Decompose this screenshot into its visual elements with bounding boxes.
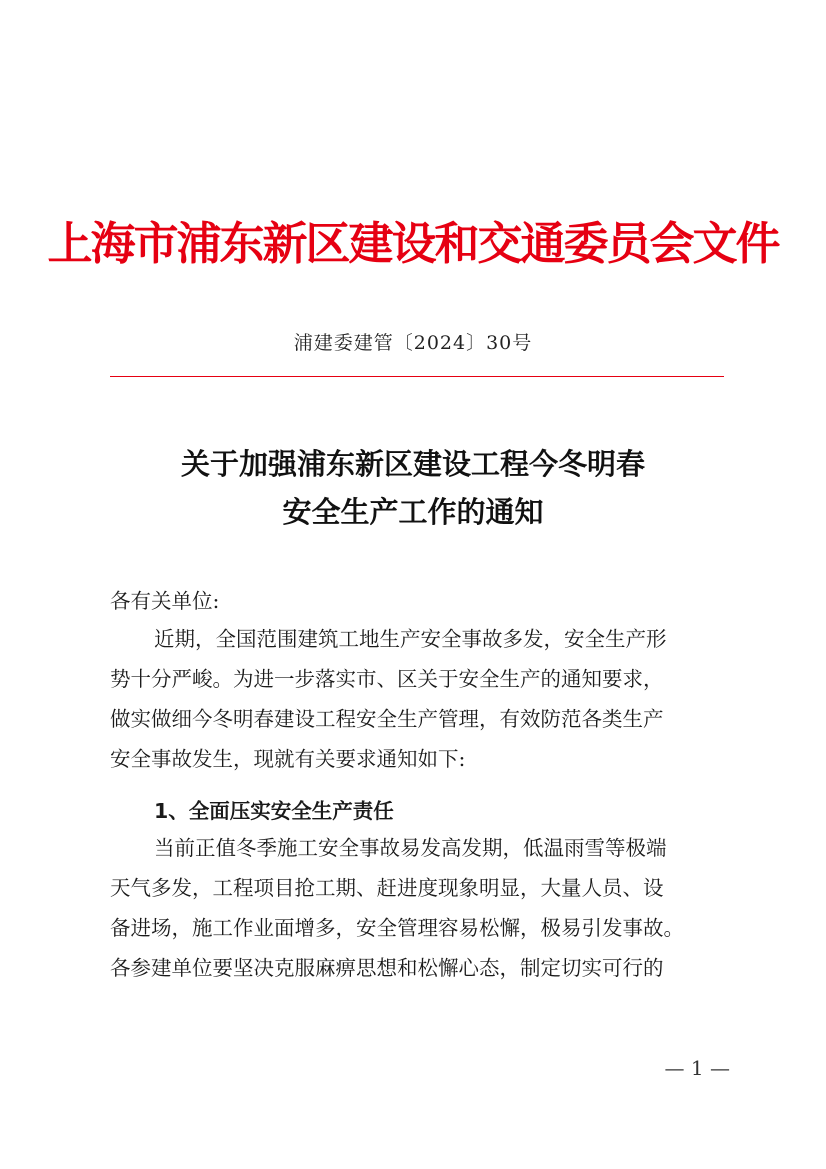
paragraph-line: 近期，全国范围建筑工地生产安全事故多发，安全生产形 [154, 627, 667, 651]
document-number: 浦建委建管〔2024〕30号 [293, 332, 533, 354]
red-divider-line [110, 376, 724, 377]
notice-title [0, 440, 826, 536]
paragraph-line: 备进场，施工作业面增多，安全管理容易松懈，极易引发事故。 [110, 916, 684, 940]
section-1-paragraph [110, 834, 724, 994]
paragraph-line: 当前正值冬季施工安全事故易发高发期，低温雨雪等极端 [154, 836, 667, 860]
paragraph-line: 天气多发，工程项目抢工期、赶进度现象明显，大量人员、设 [110, 876, 664, 900]
paragraph-line: 各参建单位要坚决克服麻痹思想和松懈心态，制定切实可行的 [110, 956, 664, 980]
paragraph-line: 势十分严峻。为进一步落实市、区关于安全生产的通知要求， [110, 667, 664, 691]
section-1-heading: 1、全面压实安全生产责任 [154, 799, 394, 823]
paragraph-line: 做实做细今冬明春建设工程安全生产管理，有效防范各类生产 [110, 707, 664, 731]
paragraph-line: 安全事故发生，现就有关要求通知如下: [110, 747, 466, 771]
intro-paragraph [110, 625, 724, 785]
salutation: 各有关单位: [110, 589, 220, 613]
page-number: — 1 — [664, 1056, 730, 1080]
notice-title-line-2: 安全生产工作的通知 [282, 495, 544, 529]
notice-title-line-1: 关于加强浦东新区建设工程今冬明春 [180, 447, 645, 481]
masthead-title: 上海市浦东新区建设和交通委员会文件 [47, 217, 779, 270]
